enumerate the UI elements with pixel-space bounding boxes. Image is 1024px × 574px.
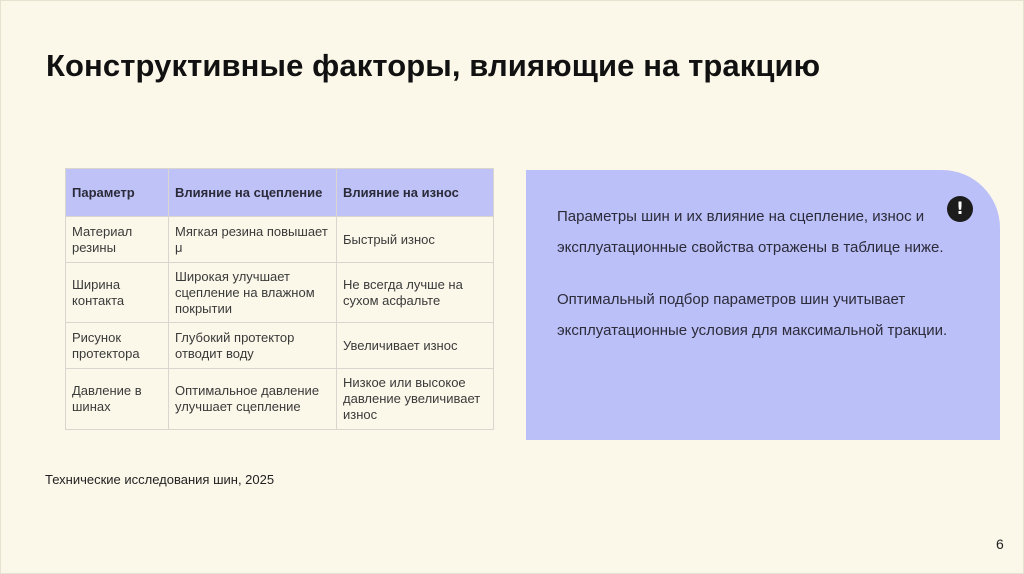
table-cell: Не всегда лучше на сухом асфальте xyxy=(337,263,494,323)
exclamation-icon: ! xyxy=(947,196,973,222)
info-paragraph-1: Параметры шин и их влияние на сцепление, износ и эксплуатационные свойства отражены в таблице ниже. xyxy=(557,208,944,256)
slide-title: Конструктивные факторы, влияющие на тракцию xyxy=(46,48,821,83)
table-cell: Рисунок протектора xyxy=(66,323,169,369)
info-card xyxy=(526,170,1000,440)
table-header-row xyxy=(66,169,494,217)
table-cell: Широкая улучшает сцепление на влажном покрытии xyxy=(169,263,337,323)
parameters-table xyxy=(65,168,494,430)
header-wear-influence: Влияние на износ xyxy=(337,169,494,217)
table-cell: Увеличивает износ xyxy=(337,323,494,369)
source-caption: Технические исследования шин, 2025 xyxy=(45,472,275,487)
table-cell: Мягкая резина повышает μ xyxy=(169,217,337,263)
table-cell: Оптимальное давление улучшает сцепление xyxy=(169,369,337,430)
header-parameter: Параметр xyxy=(66,169,169,217)
table-cell: Материал резины xyxy=(66,217,169,263)
info-paragraph-2: Оптимальный подбор параметров шин учитывает эксплуатационные условия для максимальной тракции. xyxy=(557,291,948,339)
page-number: 6 xyxy=(996,536,1004,552)
table-cell: Низкое или высокое давление увеличивает износ xyxy=(337,369,494,430)
table-cell: Быстрый износ xyxy=(337,217,494,263)
table-row xyxy=(66,263,494,323)
info-card-text xyxy=(557,201,972,346)
table-row xyxy=(66,369,494,430)
header-grip-influence: Влияние на сцепление xyxy=(169,169,337,217)
table-row xyxy=(66,217,494,263)
parameters-table-container xyxy=(65,168,493,430)
table-row xyxy=(66,323,494,369)
table-cell: Давление в шинах xyxy=(66,369,169,430)
table-cell: Глубокий протектор отводит воду xyxy=(169,323,337,369)
table-cell: Ширина контакта xyxy=(66,263,169,323)
